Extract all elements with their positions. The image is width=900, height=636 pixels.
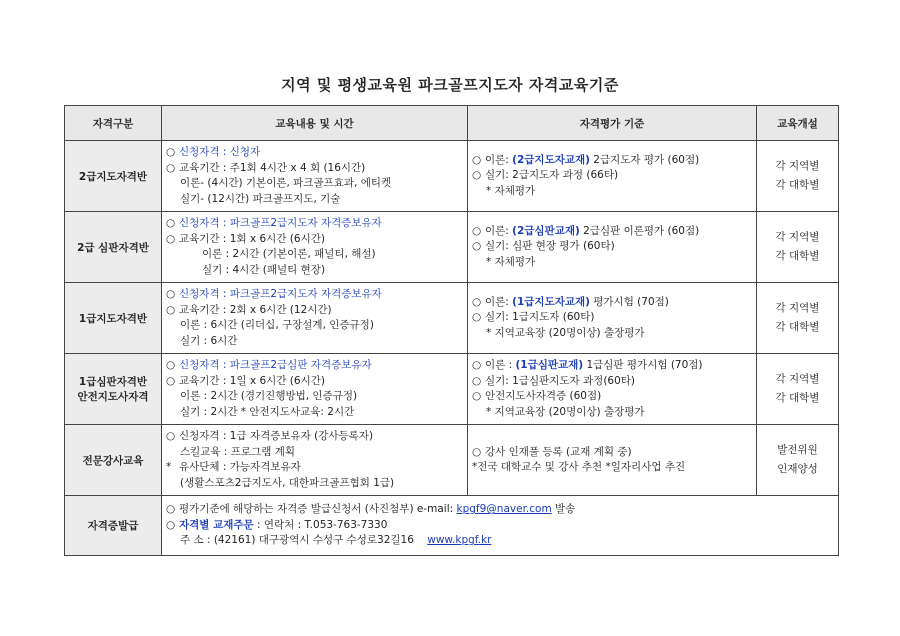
eval-line: * 자체평가 [486,184,536,197]
row-opening: 각 지역별 각 대학별 [757,212,839,283]
content-line: 실기- (12시간) 파크골프지도, 기술 [180,192,341,205]
content-line: ○ 교육기간 : 1일 x 6시간 (6시간) [166,374,325,387]
content-line: 이론- (4시간) 기본이론, 파크골프효과, 에티켓 [180,177,392,189]
document-title: 지역 및 평생교육원 파크골프지도자 자격교육기준 [281,76,619,94]
content-line: ○ 신청자격 : 파크골프2급심판 자격증보유자 [166,359,372,371]
eval-line: ○ 실기: 1급심판지도자 과정(60타) [472,374,636,387]
table-header-row [65,106,839,141]
row-content [162,283,468,354]
content-line: ○ 신청자격 : 1급 자격증보유자 (강사등록자) [166,430,374,442]
row-opening: 각 지역별 각 대학별 [757,141,839,212]
header-content: 교육내용 및 시간 [162,106,468,141]
eval-line: ○ 이론: (2급심판교재) 2급심판 이론평가 (60점) [472,224,700,237]
content-line: 스킬교육 : 프로그램 계획 [180,445,295,458]
row-category: 전문강사교육 [65,425,162,496]
content-line: 이론 : 2시간 (경기진행방법, 인증규정) [180,390,358,402]
content-line: 실기 : 4시간 (패널티 현장) [202,263,326,276]
content-line: 이론 : 6시간 (리더십, 구장설계, 인증규정) [180,319,374,331]
header-category: 자격구분 [65,106,162,141]
table-row [65,354,839,425]
row-content [162,141,468,212]
row-content [162,425,468,496]
row-evaluation [468,354,757,425]
certificate-content [162,496,839,556]
row-opening: 발전위원 인재양성 [757,425,839,496]
eval-line: ○ 이론: (2급지도자교재) 2급지도자 평가 (60점) [472,153,700,166]
qualification-table [64,105,839,556]
content-line: ○ 교육기간 : 2회 x 6시간 (12시간) [166,303,332,316]
row-category: 1급지도자격반 [65,283,162,354]
content-line: * 유사단체 : 가능자격보유자 [166,461,301,473]
content-line: (생활스포츠2급지도사, 대한파크골프협회 1급) [180,476,395,489]
eval-line: ○ 안전지도사자격증 (60점) [472,390,602,402]
certificate-line-3: 주 소 : (42161) 대구광역시 수성구 수성로32길16 www.kpgf.kr [180,534,492,547]
eval-line: * 지역교육장 (20명이상) 출장평가 [486,326,645,339]
row-evaluation [468,212,757,283]
eval-line: ○ 실기: 2급지도자 과정 (66타) [472,169,619,182]
eval-line: ○ 이론 : (1급심판교재) 1급심판 평가시험 (70점) [472,359,703,371]
row-content [162,354,468,425]
content-line: ○ 교육기간 : 1회 x 6시간 (6시간) [166,232,325,245]
table-row [65,212,839,283]
certificate-line-1: ○ 평가기준에 해당하는 자격증 발급신청서 (사진첨부) e-mail: kpgf9@naver.com 발송 [166,503,576,516]
content-line: ○ 신청자격 : 신청자 [166,146,261,158]
content-line: ○ 신청자격 : 파크골프2급지도자 자격증보유자 [166,288,382,300]
certificate-line-2: ○ 자격별 교재주문 : 연락처 : T.053-763-7330 [166,518,388,531]
table-row [65,141,839,212]
eval-line: * 지역교육장 (20명이상) 출장평가 [486,405,645,418]
content-line: ○ 신청자격 : 파크골프2급지도자 자격증보유자 [166,217,382,229]
eval-line: ○ 실기: 1급지도자 (60타) [472,311,595,324]
certificate-category: 자격증발급 [65,496,162,556]
eval-line: ○ 이론: (1급지도자교재) 평가시험 (70점) [472,295,669,308]
eval-line: *전국 대학교수 및 강사 추천 *일자리사업 추진 [472,461,686,473]
eval-line: * 자체평가 [486,255,536,268]
eval-line: ○ 실기: 심판 현장 평가 (60타) [472,240,615,253]
content-line: 실기 : 2시간 * 안전지도사교육: 2시간 [180,405,355,418]
content-line: ○ 교육기간 : 주1회 4시간 x 4 회 (16시간) [166,161,366,174]
row-evaluation [468,425,757,496]
table-row [65,283,839,354]
row-evaluation [468,141,757,212]
row-opening: 각 지역별 각 대학별 [757,354,839,425]
eval-line: ○ 강사 인재풀 등록 (교재 계획 중) [472,445,632,458]
row-category: 2급지도자격반 [65,141,162,212]
row-content [162,212,468,283]
header-opening: 교육개설 [757,106,839,141]
row-category: 1급심판자격반 안전지도사자격 [65,354,162,425]
email-link[interactable]: kpgf9@naver.com [456,503,552,516]
row-evaluation [468,283,757,354]
row-opening: 각 지역별 각 대학별 [757,283,839,354]
row-category: 2급 심판자격반 [65,212,162,283]
certificate-row [65,496,839,556]
header-evaluation: 자격평가 기준 [468,106,757,141]
table-row [65,425,839,496]
website-link[interactable]: www.kpgf.kr [427,534,492,547]
content-line: 실기 : 6시간 [180,334,238,347]
content-line: 이론 : 2시간 (기본이론, 패널티, 해설) [202,248,376,260]
